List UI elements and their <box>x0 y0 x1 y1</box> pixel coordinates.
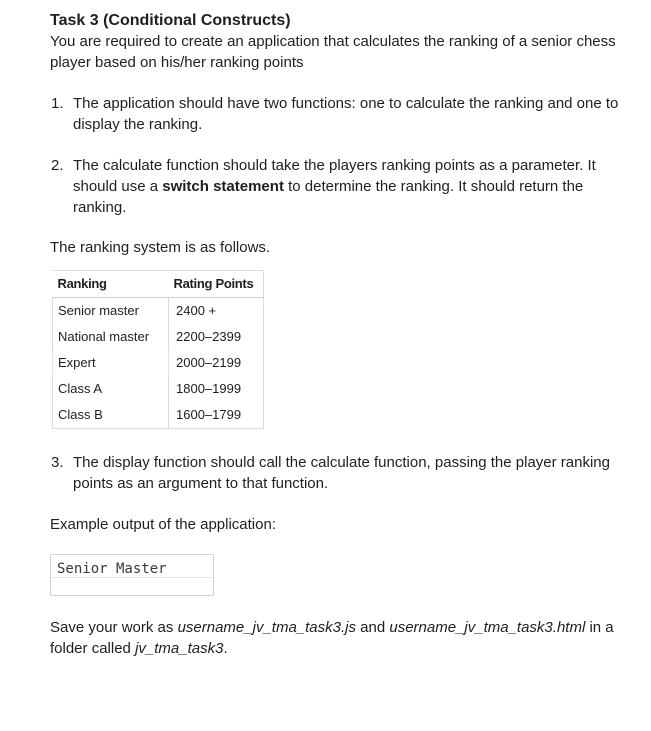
requirements-list <box>50 93 640 218</box>
example-output-box <box>50 554 214 596</box>
table-cell: 2000–2199 <box>169 350 264 376</box>
list-number: 1. <box>51 95 64 112</box>
requirements-list-continued <box>50 452 640 494</box>
table-row <box>53 324 264 350</box>
save-note-text: in a folder called <box>50 619 614 657</box>
save-note-text: and <box>355 619 390 636</box>
table-row <box>53 298 264 325</box>
ranking-intro: The ranking system is as follows. <box>50 239 271 256</box>
table-cell: 2400 + <box>169 298 264 325</box>
list-item-text: The display function should call the calculate function, passing the player ranking points as an argument to that function. <box>73 454 610 492</box>
table-header-cell: Rating Points <box>169 271 264 298</box>
save-note-text: . <box>223 640 228 657</box>
document <box>50 10 640 659</box>
list-number: 3. <box>51 454 64 471</box>
table-cell: 1600–1799 <box>169 402 264 429</box>
html-filename: username_jv_tma_task3.html <box>389 619 586 636</box>
save-note <box>50 617 640 659</box>
folder-name: jv_tma_task3 <box>135 640 224 657</box>
table-cell: National master <box>53 324 169 350</box>
table-row <box>53 376 264 402</box>
js-filename: username_jv_tma_task3.js <box>177 619 356 636</box>
table-cell: Class A <box>53 376 169 402</box>
list-item-text-bold: switch statement <box>162 178 284 195</box>
table-cell: 2200–2399 <box>169 324 264 350</box>
task-title: Task 3 (Conditional Constructs) <box>50 12 291 29</box>
list-item-text: The application should have two functions: one to calculate the ranking and one to display the ranking. <box>73 95 619 133</box>
list-item <box>50 93 640 135</box>
example-intro: Example output of the application: <box>50 516 276 533</box>
list-number: 2. <box>51 157 64 174</box>
list-item <box>50 155 640 218</box>
table-row <box>53 402 264 429</box>
list-item <box>50 452 640 494</box>
list-item-text-before: The calculate function should take the players ranking points as a parameter. It should use a <box>73 157 596 195</box>
ranking-table <box>52 270 264 429</box>
output-box-divider <box>51 577 213 578</box>
table-cell: 1800–1999 <box>169 376 264 402</box>
table-row <box>53 350 264 376</box>
example-output-text: Senior Master <box>57 561 167 577</box>
table-cell: Class B <box>53 402 169 429</box>
table-cell: Expert <box>53 350 169 376</box>
list-item-text-after: to determine the ranking. It should return the ranking. <box>73 178 584 216</box>
table-header-row <box>53 271 264 298</box>
task-intro: You are required to create an application that calculates the ranking of a senior chess player based on his/her ranking points <box>50 33 616 71</box>
save-note-text: Save your work as <box>50 619 178 636</box>
table-cell: Senior master <box>53 298 169 325</box>
table-header-cell: Ranking <box>53 271 169 298</box>
